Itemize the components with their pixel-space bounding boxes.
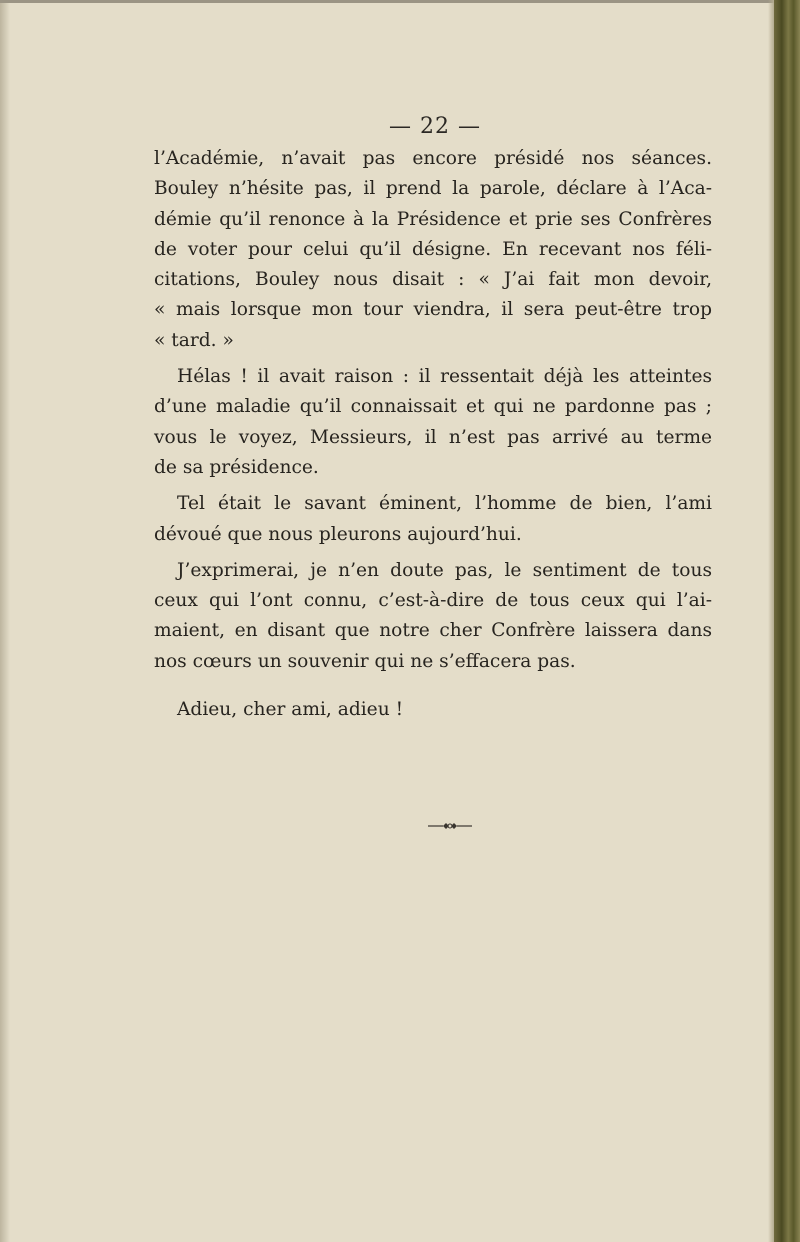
text-line: Tel était le savant éminent, l’homme de bien, l’ami <box>177 493 712 515</box>
body-text <box>154 144 712 731</box>
text-line: citations, Bouley nous disait : « J’ai fait mon devoir, <box>154 269 712 291</box>
text-line: Adieu, cher ami, adieu ! <box>177 699 404 721</box>
text-line: nos cœurs un souvenir qui ne s’effacera pas. <box>154 650 576 672</box>
text-line: Hélas ! il avait raison : il ressentait déjà les atteintes <box>177 366 712 388</box>
paragraph <box>154 695 712 725</box>
paragraph <box>154 489 712 550</box>
paragraph <box>154 556 712 677</box>
text-line: maient, en disant que notre cher Confrère laissera dans <box>154 620 712 642</box>
text-line: J’exprimerai, je n’en doute pas, le sentiment de tous <box>177 559 712 581</box>
text-line: de voter pour celui qu’il désigne. En recevant nos féli- <box>154 238 712 260</box>
book-cover-edge <box>774 0 800 1242</box>
text-line: vous le voyez, Messieurs, il n’est pas arrivé au terme <box>154 426 712 448</box>
text-line: l’Académie, n’avait pas encore présidé nos séances. <box>154 148 712 169</box>
text-line: « tard. » <box>154 329 234 351</box>
text-line: ceux qui l’ont connu, c’est-à-dire de tous ceux qui l’ai- <box>154 590 712 612</box>
page-number: — 22 — <box>389 114 481 139</box>
fleuron-ornament-icon <box>428 820 472 832</box>
top-edge-line <box>0 0 790 3</box>
paragraph <box>154 362 712 483</box>
text-line: « mais lorsque mon tour viendra, il sera peut-être trop <box>154 299 712 321</box>
page-gutter-shadow <box>0 0 10 1242</box>
text-line: Bouley n’hésite pas, il prend la parole, déclare à l’Aca- <box>154 178 712 200</box>
text-line: de sa présidence. <box>154 456 319 478</box>
text-line: démie qu’il renonce à la Présidence et prie ses Confrères <box>154 208 712 230</box>
paragraph <box>154 144 712 356</box>
text-line: d’une maladie qu’il connaissait et qui ne pardonne pas ; <box>154 396 712 418</box>
text-line: dévoué que nous pleurons aujourd’hui. <box>154 523 522 545</box>
